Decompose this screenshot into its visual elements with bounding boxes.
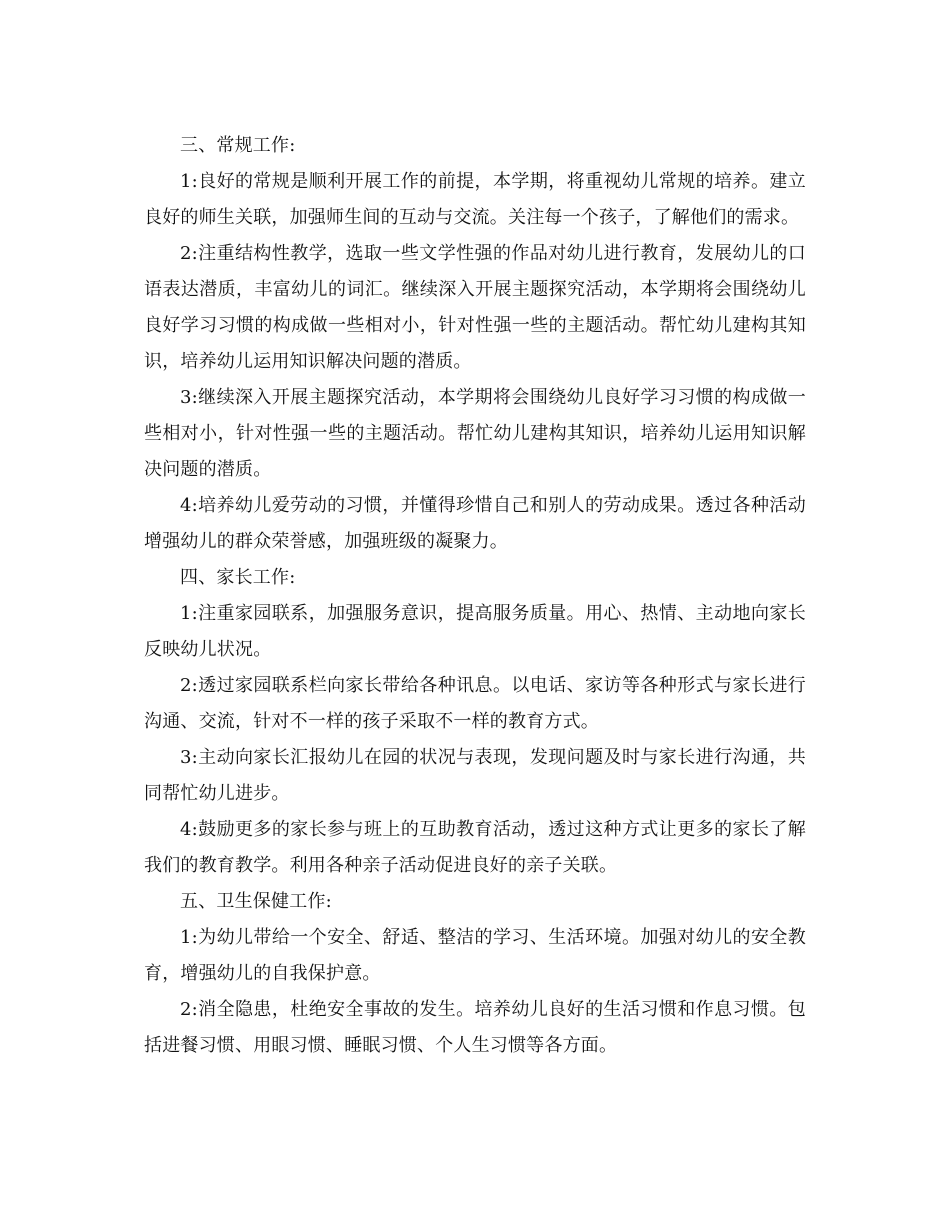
routine-item-2: 2:注重结构性教学，选取一些文学性强的作品对幼儿进行教育，发展幼儿的口语表达潜质，丰富幼儿的词汇。继续深入开展主题探究活动，本学期将会围绕幼儿良好学习习惯的构成做一些相对小，针对性强一些的主题活动。帮忙幼儿建构其知识，培养幼儿运用知识解决问题的潜质。: [144, 243, 806, 372]
parent-item-3: 3:主动向家长汇报幼儿在园的状况与表现，发现问题及时与家长进行沟通，共同帮忙幼儿进步。: [144, 747, 806, 804]
section-heading-health-work: 五、卫生保健工作:: [180, 891, 332, 912]
parent-item-1: 1:注重家园联系，加强服务意识，提高服务质量。用心、热情、主动地向家长反映幼儿状况。: [144, 603, 806, 660]
routine-item-4: 4:培养幼儿爱劳动的习惯，并懂得珍惜自己和别人的劳动成果。透过各种活动增强幼儿的群众荣誉感，加强班级的凝聚力。: [144, 495, 806, 552]
health-item-2: 2:消全隐患，杜绝安全事故的发生。培养幼儿良好的生活习惯和作息习惯。包括进餐习惯、用眼习惯、睡眠习惯、个人生习惯等各方面。: [144, 999, 806, 1056]
section-heading-parent-work: 四、家长工作:: [180, 567, 296, 588]
document-page: [144, 128, 806, 1064]
health-item-1: 1:为幼儿带给一个安全、舒适、整洁的学习、生活环境。加强对幼儿的安全教育，增强幼儿的自我保护意。: [144, 927, 806, 984]
routine-item-3: 3:继续深入开展主题探究活动，本学期将会围绕幼儿良好学习习惯的构成做一些相对小，针对性强一些的主题活动。帮忙幼儿建构其知识，培养幼儿运用知识解决问题的潜质。: [144, 387, 806, 480]
parent-item-4: 4:鼓励更多的家长参与班上的互助教育活动，透过这种方式让更多的家长了解我们的教育教学。利用各种亲子活动促进良好的亲子关联。: [144, 819, 806, 876]
parent-item-2: 2:透过家园联系栏向家长带给各种讯息。以电话、家访等各种形式与家长进行沟通、交流，针对不一样的孩子采取不一样的教育方式。: [144, 675, 806, 732]
section-heading-routine-work: 三、常规工作:: [180, 135, 296, 156]
routine-item-1: 1:良好的常规是顺利开展工作的前提，本学期，将重视幼儿常规的培养。建立良好的师生关联，加强师生间的互动与交流。关注每一个孩子，了解他们的需求。: [144, 171, 806, 228]
